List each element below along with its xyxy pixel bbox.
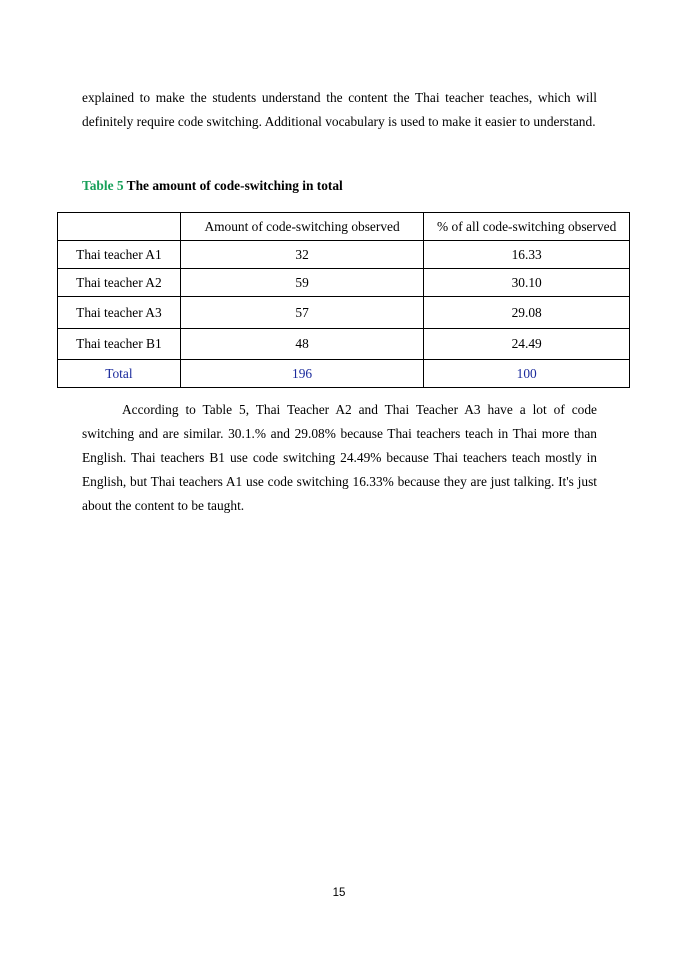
amount-cell: 57 <box>180 297 424 329</box>
total-percent-cell: 100 <box>424 360 630 388</box>
table-row <box>58 269 630 297</box>
teacher-cell: Thai teacher A2 <box>58 269 181 297</box>
amount-cell: 32 <box>180 241 424 269</box>
amount-cell: 59 <box>180 269 424 297</box>
table-header-row <box>58 213 630 241</box>
header-cell-empty <box>58 213 181 241</box>
amount-cell: 48 <box>180 329 424 360</box>
percent-cell: 29.08 <box>424 297 630 329</box>
table-row <box>58 241 630 269</box>
teacher-cell: Thai teacher A3 <box>58 297 181 329</box>
header-cell-amount: Amount of code-switching observed <box>180 213 424 241</box>
percent-cell: 16.33 <box>424 241 630 269</box>
intro-paragraph: explained to make the students understand the content the Thai teacher teaches, which will definitely require code switching. Additional vocabulary is used to make it easier to understand. <box>82 90 597 129</box>
page-number: 15 <box>332 887 346 899</box>
code-switching-table <box>57 212 630 388</box>
percent-cell: 30.10 <box>424 269 630 297</box>
teacher-cell: Thai teacher A1 <box>58 241 181 269</box>
table-row <box>58 297 630 329</box>
teacher-cell: Thai teacher B1 <box>58 329 181 360</box>
total-label-cell: Total <box>58 360 181 388</box>
table-caption-label: Table 5 <box>82 178 124 193</box>
body-paragraph: According to Table 5, Thai Teacher A2 and Thai Teacher A3 have a lot of code switching and are similar. 30.1.% and 29.08% because Thai teachers teach in Thai more than English. Thai teachers B1 use code switching 24.49% because Thai teachers teach mostly in English, but Thai teachers A1 use code switching 16.33% because they are just talking. It's just about the content to be taught. <box>82 402 597 513</box>
header-cell-percent: % of all code-switching observed <box>424 213 630 241</box>
table-total-row <box>58 360 630 388</box>
table-caption <box>82 178 343 194</box>
total-amount-cell: 196 <box>180 360 424 388</box>
table-caption-text: The amount of code-switching in total <box>123 178 343 193</box>
table-row <box>58 329 630 360</box>
percent-cell: 24.49 <box>424 329 630 360</box>
